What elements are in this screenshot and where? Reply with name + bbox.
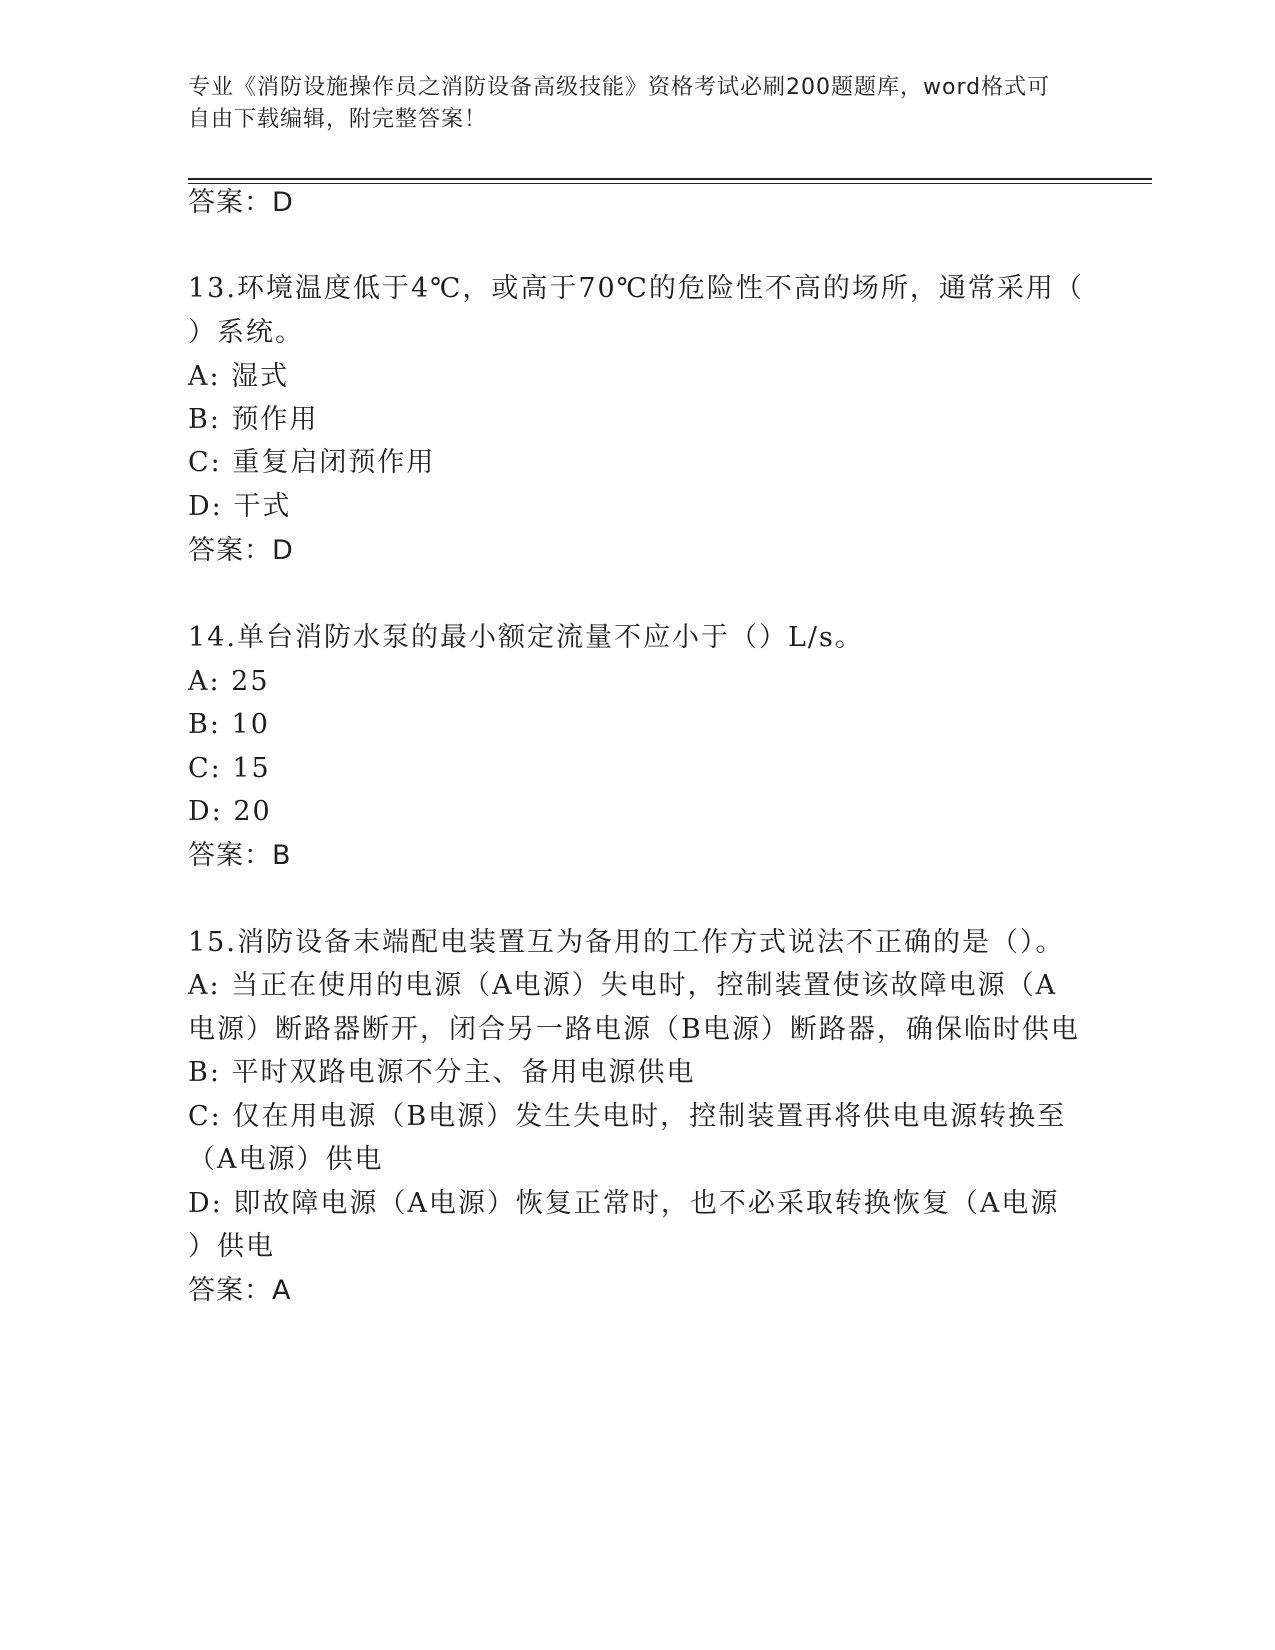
q13-option-a: A: 湿式 (188, 361, 290, 392)
q15-option-c-line-1: C: 仅在用电源（B电源）发生失电时，控制装置再将供电电源转换至 (188, 1101, 1067, 1132)
q14-answer: 答案：B (188, 840, 292, 871)
q15-option-c-line-2: （A电源）供电 (188, 1144, 384, 1175)
q14-option-d: D: 20 (188, 796, 272, 827)
q13-answer: 答案：D (188, 535, 294, 566)
q15-stem-line-1: 15.消防设备末端配电装置互为备用的工作方式说法不正确的是（）。 (188, 927, 1065, 958)
q13-stem-line-1: 13.环境温度低于4℃，或高于70℃的危险性不高的场所，通常采用（ (188, 273, 1084, 304)
q13-stem-line-2: ）系统。 (188, 317, 304, 348)
q14-stem-line-1: 14.单台消防水泵的最小额定流量不应小于（）L/s。 (188, 622, 864, 653)
q13-option-d: D: 干式 (188, 491, 292, 522)
q15-option-a-line-2: 电源）断路器断开，闭合另一路电源（B电源）断路器，确保临时供电 (188, 1014, 1080, 1045)
header-rule-thick (188, 178, 1152, 180)
q15-option-d-line-1: D: 即故障电源（A电源）恢复正常时，也不必采取转换恢复（A电源 (188, 1188, 1060, 1219)
q13-option-b: B: 预作用 (188, 404, 319, 435)
previous-answer: 答案：D (188, 187, 294, 218)
q15-option-d-line-2: ）供电 (188, 1231, 275, 1262)
q13-option-c: C: 重复启闭预作用 (188, 447, 436, 478)
q14-option-a: A: 25 (188, 666, 270, 697)
document-header: 专业《消防设施操作员之消防设备高级技能》资格考试必刷200题题库，word格式可自由下载编辑，附完整答案！ (188, 75, 1051, 132)
q15-option-a-line-1: A: 当正在使用的电源（A电源）失电时，控制装置使该故障电源（A (188, 970, 1058, 1001)
q14-option-c: C: 15 (188, 753, 271, 784)
header-rule-thin (188, 183, 1152, 184)
q15-answer: 答案：A (188, 1275, 292, 1306)
q14-option-b: B: 10 (188, 709, 270, 740)
q15-option-b: B: 平时双路电源不分主、备用电源供电 (188, 1057, 696, 1088)
